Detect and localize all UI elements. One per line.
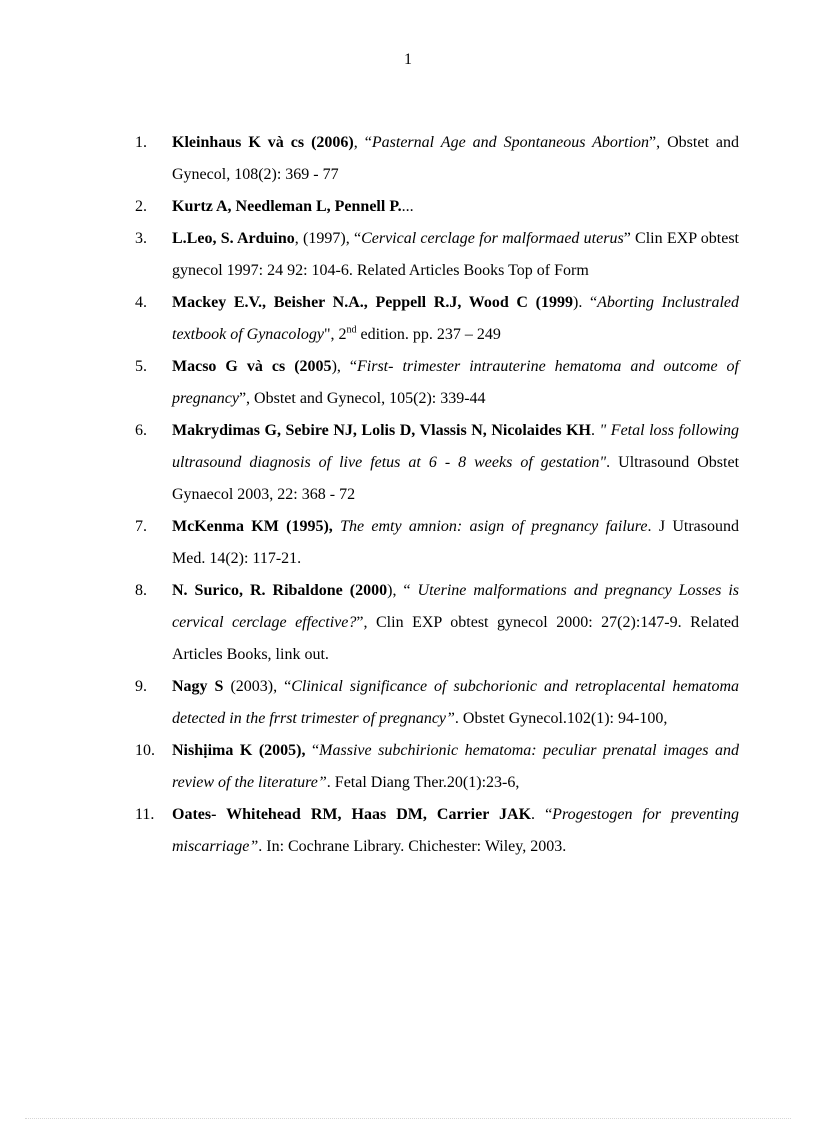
reference-item	[135, 223, 739, 287]
reference-item	[135, 511, 739, 575]
reference-source: ”, Obstet and Gynecol, 105(2): 339-44	[238, 390, 486, 407]
reference-text	[172, 127, 739, 191]
reference-source: ” Clin EXP obtest gynecol 1997: 24 92: 104-6. Related Articles Books Top of Form	[172, 230, 739, 279]
reference-title: Progestogen for preventing miscarriage”	[172, 806, 739, 855]
reference-number: 10.	[135, 742, 155, 759]
reference-number: 9.	[135, 678, 147, 695]
reference-separator: , (1997), “	[294, 230, 362, 247]
reference-authors: N. Surico, R. Ribaldone (2000	[172, 582, 388, 599]
reference-source: . Obstet Gynecol.102(1): 94-100,	[454, 710, 668, 727]
reference-number: 5.	[135, 358, 147, 375]
reference-separator: ). “	[573, 294, 598, 311]
reference-separator: (2003), “	[223, 678, 292, 695]
reference-item	[135, 415, 739, 511]
reference-authors: Oates- Whitehead RM, Haas DM, Carrier JAK	[172, 806, 532, 823]
reference-text	[172, 415, 739, 511]
reference-title: The emty amnion: asign of pregnancy failure	[340, 518, 648, 535]
reference-authors: McKenma KM (1995),	[172, 518, 333, 535]
reference-authors: Kleinhaus K và cs (2006)	[172, 134, 354, 151]
reference-text	[172, 575, 739, 671]
reference-title: First- trimester intrauterine hematoma and outcome of pregnancy	[172, 358, 739, 407]
reference-item	[135, 735, 739, 799]
reference-authors: Kurtz A, Needleman L, Pennell P.	[172, 198, 402, 215]
reference-title: Cervical cerclage for malformaed uterus	[361, 230, 624, 247]
reference-separator: “	[305, 742, 320, 759]
reference-separator: .	[590, 422, 600, 439]
reference-authors: Nagy S	[172, 678, 224, 695]
page-bottom-divider	[25, 1118, 791, 1119]
reference-title: Uterine malformations and pregnancy Losses is cervical cerclage effective?	[172, 582, 740, 631]
reference-item	[135, 575, 739, 671]
reference-separator: ), “	[331, 358, 357, 375]
reference-item	[135, 351, 739, 415]
reference-title: Aborting Inclustraled textbook of Gynacology	[172, 294, 739, 343]
reference-authors: Nishịima K (2005),	[172, 742, 306, 759]
reference-text	[172, 223, 739, 287]
reference-authors: L.Leo, S. Arduino	[172, 230, 295, 247]
reference-authors: Mackey E.V., Beisher N.A., Peppell R.J, Wood C (1999	[172, 294, 573, 311]
reference-list	[135, 127, 739, 863]
reference-source: . Fetal Diang Ther.20(1):23-6,	[326, 774, 520, 791]
reference-source-continued: edition. pp. 237 – 249	[356, 326, 501, 343]
reference-source: ”, Clin EXP obtest gynecol 2000: 27(2):147-9. Related Articles Books, link out.	[172, 614, 740, 663]
page-number: 1	[404, 51, 412, 68]
reference-item	[135, 287, 739, 351]
reference-number: 1.	[135, 134, 147, 151]
reference-number: 11.	[135, 806, 155, 823]
reference-source: ", 2	[323, 326, 347, 343]
reference-item	[135, 127, 739, 191]
reference-number: 7.	[135, 518, 147, 535]
reference-number: 3.	[135, 230, 147, 247]
reference-authors: Makrydimas G, Sebire NJ, Lolis D, Vlassis N, Nicolaides KH	[172, 422, 591, 439]
reference-item	[135, 191, 739, 223]
reference-number: 4.	[135, 294, 147, 311]
reference-authors: Macso G và cs (2005	[172, 358, 332, 375]
reference-number: 8.	[135, 582, 147, 599]
reference-title: Pasternal Age and Spontaneous Abortion	[371, 134, 650, 151]
reference-source: . In: Cochrane Library. Chichester: Wiley, 2003.	[258, 838, 567, 855]
reference-title: Massive subchirionic hematoma: peculiar prenatal images and review of the literature”	[172, 742, 740, 791]
reference-separator: ...	[401, 198, 414, 215]
reference-text	[172, 799, 739, 863]
reference-superscript: nd	[346, 324, 357, 336]
reference-separator: . “	[531, 806, 553, 823]
reference-source: ”, Obstet and Gynecol, 108(2): 369 - 77	[172, 134, 739, 183]
reference-source: . J Utrasound Med. 14(2): 117-21.	[172, 518, 739, 567]
reference-text	[172, 287, 739, 351]
reference-source: . Ultrasound Obstet Gynaecol 2003, 22: 368 - 72	[172, 454, 740, 503]
reference-separator	[333, 518, 340, 535]
reference-item	[135, 799, 739, 863]
reference-title: Clinical significance of subchorionic and retroplacental hematoma detected in the frrst trimester of pregnancy”	[172, 678, 740, 727]
reference-separator: ), “	[387, 582, 418, 599]
reference-item	[135, 671, 739, 735]
reference-separator: , “	[353, 134, 372, 151]
reference-text	[172, 671, 739, 735]
reference-text	[172, 351, 739, 415]
reference-number: 2.	[135, 198, 147, 215]
reference-text	[172, 191, 739, 223]
reference-text	[172, 511, 739, 575]
reference-text	[172, 735, 739, 799]
reference-number: 6.	[135, 422, 147, 439]
reference-title: " Fetal loss following ultrasound diagnosis of live fetus at 6 - 8 weeks of gestation"	[172, 422, 739, 471]
